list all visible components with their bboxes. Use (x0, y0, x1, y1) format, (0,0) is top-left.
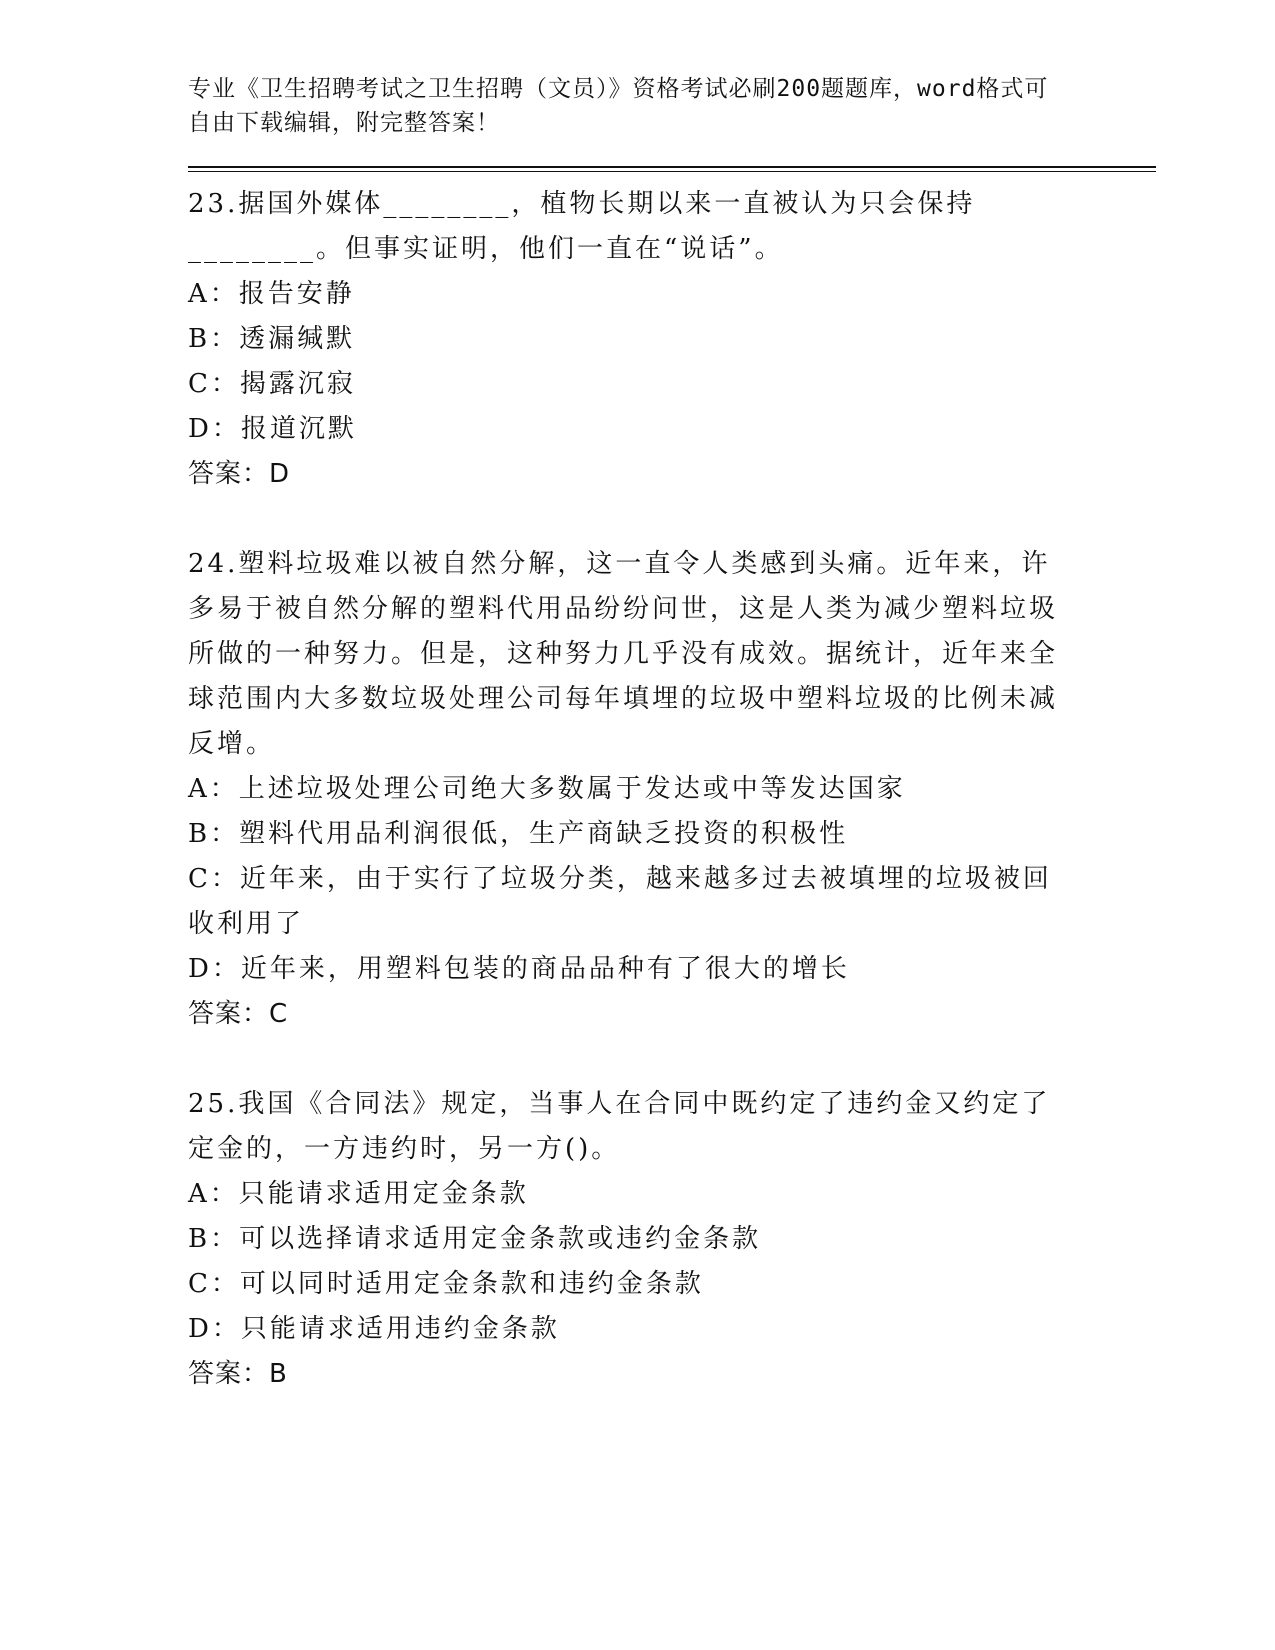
option-d: D：近年来，用塑料包装的商品品种有了很大的增长 (188, 954, 850, 984)
option-c: C：揭露沉寂 (188, 369, 356, 399)
document-page (188, 72, 1088, 1397)
option-d: D：报道沉默 (188, 414, 357, 444)
question-stem: 23.据国外媒体________，植物长期以来一直被认为只会保持________。但事实证明，他们一直在“说话”。 (188, 189, 976, 264)
answer-line: 答案：B (188, 1359, 288, 1389)
answer-line: 答案：D (188, 459, 291, 489)
option-b: B：可以选择请求适用定金条款或违约金条款 (188, 1224, 762, 1254)
option-a: A：上述垃圾处理公司绝大多数属于发达或中等发达国家 (188, 774, 906, 804)
header-divider (188, 166, 1156, 172)
option-b: B：透漏缄默 (188, 324, 356, 354)
document-header: 专业《卫生招聘考试之卫生招聘（文员）》资格考试必刷200题题库，word格式可自由下载编辑，附完整答案！ (188, 76, 1049, 136)
option-b: B：塑料代用品利润很低，生产商缺乏投资的积极性 (188, 819, 849, 849)
question-stem: 25.我国《合同法》规定，当事人在合同中既约定了违约金又约定了定金的，一方违约时，另一方()。 (188, 1089, 1051, 1164)
option-d: D：只能请求适用违约金条款 (188, 1314, 560, 1344)
option-c: C：近年来，由于实行了垃圾分类，越来越多过去被填埋的垃圾被回收利用了 (188, 864, 1052, 939)
question-25 (188, 1082, 1088, 1397)
option-c: C：可以同时适用定金条款和违约金条款 (188, 1269, 704, 1299)
option-a: A：报告安静 (188, 279, 355, 309)
question-23 (188, 182, 1088, 497)
question-stem: 24.塑料垃圾难以被自然分解，这一直令人类感到头痛。近年来，许多易于被自然分解的塑料代用品纷纷问世，这是人类为减少塑料垃圾所做的一种努力。但是，这种努力几乎没有成效。据统计，近年来全球范围内大多数垃圾处理公司每年填埋的垃圾中塑料垃圾的比例未减反增。 (188, 549, 1059, 759)
question-24 (188, 542, 1088, 1037)
option-a: A：只能请求适用定金条款 (188, 1179, 529, 1209)
answer-line: 答案：C (188, 999, 289, 1029)
